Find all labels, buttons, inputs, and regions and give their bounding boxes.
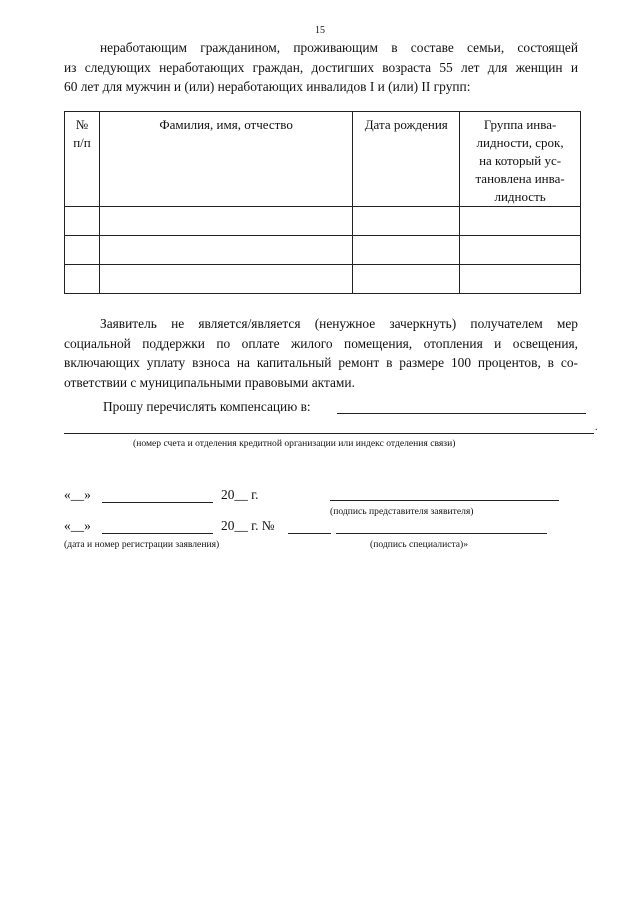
date-year-1: 20__ г.: [221, 487, 259, 502]
declaration-line: Заявитель не является/является (ненужное зачеркнуть) получателем мер: [100, 316, 578, 331]
declaration-line: ответствии с муниципальными правовыми актами.: [64, 374, 355, 390]
header-full-name: Фамилия, имя, отчество: [99, 112, 352, 207]
table-cell[interactable]: [99, 236, 352, 265]
table-cell[interactable]: [460, 265, 581, 294]
table-cell[interactable]: [99, 265, 352, 294]
registration-number-field[interactable]: [288, 533, 331, 534]
table-row: [65, 265, 581, 294]
declaration-paragraph: [64, 314, 578, 392]
account-caption: (номер счета и отделения кредитной организации или индекс отделения связи): [133, 438, 456, 449]
intro-line: из следующих неработающих граждан, достигших возраста 55 лет для женщин и: [64, 59, 578, 75]
declaration-line: включающих уплату взноса на капитальный ремонт в размере 100 процентов, в со-: [64, 355, 578, 370]
intro-line: неработающим гражданином, проживающим в составе семьи, состоящей: [100, 40, 578, 55]
table-cell[interactable]: [460, 236, 581, 265]
declaration-line: социальной поддержки по оплате жилого помещения, отопления и освещения,: [64, 335, 578, 351]
header-number: № п/п: [65, 112, 100, 207]
table-cell[interactable]: [65, 207, 100, 236]
date-month-field-2[interactable]: [102, 533, 213, 534]
table-cell[interactable]: [65, 236, 100, 265]
page-number: 15: [315, 25, 325, 36]
table-row: [65, 207, 581, 236]
transfer-prompt: Прошу перечислять компенсацию в:: [103, 399, 311, 414]
representative-signature-field[interactable]: [330, 500, 559, 501]
date-open-2: «__»: [64, 518, 91, 533]
family-members-table: [64, 111, 581, 294]
table-cell[interactable]: [353, 236, 460, 265]
table-row: [65, 236, 581, 265]
representative-signature-caption: (подпись представителя заявителя): [330, 506, 474, 517]
table-cell[interactable]: [65, 265, 100, 294]
header-birth-date: Дата рождения: [353, 112, 460, 207]
intro-line: 60 лет для мужчин и (или) неработающих инвалидов I и (или) II групп:: [64, 79, 471, 94]
date-month-field-1[interactable]: [102, 502, 213, 503]
date-year-number-2: 20__ г. №: [221, 518, 275, 533]
table-cell[interactable]: [99, 207, 352, 236]
table-cell[interactable]: [353, 265, 460, 294]
specialist-signature-field[interactable]: [336, 533, 547, 534]
table-cell[interactable]: [460, 207, 581, 236]
header-disability-group: Группа инва- лидности, срок, на который ус- тановлена инва- лидность: [460, 112, 581, 207]
registration-caption: (дата и номер регистрации заявления): [64, 539, 220, 550]
specialist-signature-caption: (подпись специалиста)»: [370, 539, 469, 550]
trailing-dot: .: [595, 422, 598, 433]
transfer-destination-field[interactable]: [337, 413, 586, 414]
intro-paragraph: [64, 38, 578, 97]
account-number-field[interactable]: [64, 433, 594, 434]
table-header-row: [65, 112, 581, 207]
date-open-1: «__»: [64, 487, 91, 502]
table-cell[interactable]: [353, 207, 460, 236]
